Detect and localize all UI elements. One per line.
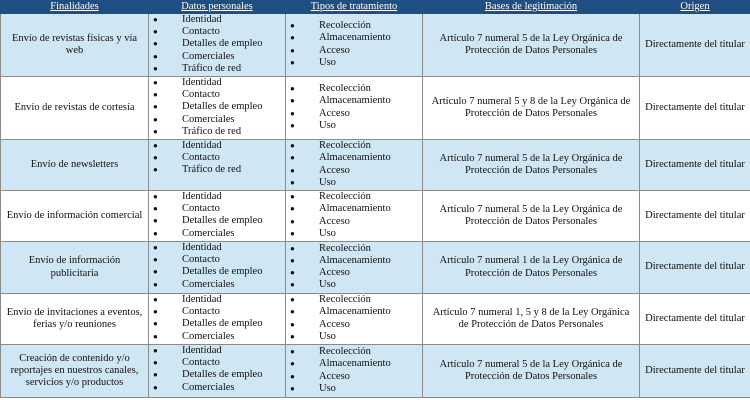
- bullet-icon: ●: [290, 228, 295, 238]
- datos-list-item: [149, 77, 285, 89]
- bullet-icon: ●: [290, 21, 295, 31]
- header-origen: Origen: [640, 1, 750, 14]
- origen-cell: Directamente del titular: [640, 242, 750, 294]
- tipos-list-item: [286, 255, 422, 267]
- bullet-icon: ●: [290, 120, 295, 130]
- tipos-item-label: Almacenamiento: [319, 358, 391, 370]
- tipos-item-label: Acceso: [319, 267, 350, 278]
- tipos-item-label: Uso: [319, 119, 336, 131]
- finalidad-cell: Envío de newsletters: [1, 140, 149, 191]
- bullet-icon: ●: [153, 204, 158, 214]
- header-row: [1, 1, 750, 14]
- tipos-item-label: Recolección: [319, 346, 371, 358]
- bullet-icon: ●: [290, 280, 295, 290]
- bullet-icon: ●: [153, 319, 158, 329]
- origen-cell: Directamente del titular: [640, 14, 750, 77]
- tipos-item-label: Recolección: [319, 140, 371, 152]
- tipos-item-label: Acceso: [319, 164, 350, 176]
- origen-cell: Directamente del titular: [640, 191, 750, 242]
- tipos-item-label: Acceso: [319, 318, 350, 330]
- datos-personales-cell: [149, 345, 286, 398]
- bullet-icon: ●: [290, 192, 295, 202]
- datos-item-label: Contacto: [182, 152, 220, 164]
- bullet-icon: ●: [153, 114, 158, 124]
- bullet-icon: ●: [290, 96, 295, 106]
- datos-personales-cell: [149, 242, 286, 294]
- bullet-icon: ●: [290, 243, 295, 253]
- datos-list-item: [149, 89, 285, 101]
- bullet-icon: ●: [290, 295, 295, 305]
- tipos-list: [286, 14, 422, 69]
- bullet-icon: ●: [290, 359, 295, 369]
- datos-personales-cell: [149, 294, 286, 345]
- datos-list-item: [149, 331, 285, 343]
- bullet-icon: ●: [290, 307, 295, 317]
- tipos-list-item: [286, 203, 422, 215]
- datos-personales-cell: [149, 14, 286, 77]
- bullet-icon: ●: [290, 45, 295, 55]
- datos-list-item: [149, 63, 285, 75]
- table-row: [1, 77, 750, 140]
- tipos-list: [286, 77, 422, 132]
- bullet-icon: ●: [153, 165, 158, 175]
- tipos-list-item: [286, 165, 422, 177]
- bullet-icon: ●: [153, 39, 158, 49]
- datos-list-item: [149, 294, 285, 306]
- bullet-icon: ●: [153, 90, 158, 100]
- bullet-icon: ●: [290, 347, 295, 357]
- bullet-icon: ●: [153, 382, 158, 392]
- datos-personales-cell: [149, 191, 286, 242]
- datos-list-item: [149, 306, 285, 318]
- bullet-icon: ●: [290, 84, 295, 94]
- bullet-icon: ●: [290, 383, 295, 393]
- tipos-list-item: [286, 228, 422, 240]
- tipos-list-item: [286, 120, 422, 132]
- bullet-icon: ●: [290, 371, 295, 381]
- datos-item-label: Identidad: [182, 140, 222, 151]
- tipos-tratamiento-cell: [286, 242, 423, 294]
- bullet-icon: ●: [153, 358, 158, 368]
- datos-personales-cell: [149, 140, 286, 191]
- bullet-icon: ●: [290, 165, 295, 175]
- datos-list: [149, 191, 285, 240]
- datos-item-label: Contacto: [182, 26, 220, 38]
- bullet-icon: ●: [153, 27, 158, 37]
- table-row: [1, 140, 750, 191]
- bullet-icon: ●: [153, 63, 158, 73]
- datos-list-item: [149, 254, 285, 266]
- datos-item-label: Identidad: [182, 191, 222, 202]
- tipos-item-label: Almacenamiento: [319, 254, 391, 266]
- bullet-icon: ●: [153, 126, 158, 136]
- tipos-item-label: Almacenamiento: [319, 95, 391, 107]
- bullet-icon: ●: [153, 51, 158, 61]
- datos-item-label: Tráfico de red: [182, 164, 242, 176]
- datos-list-item: [149, 38, 285, 50]
- datos-item-label: Identidad: [182, 14, 222, 25]
- bullet-icon: ●: [153, 346, 158, 355]
- datos-item-label: Tráfico de red: [182, 62, 242, 74]
- base-legitimacion-cell: Artículo 7 numeral 1, 5 y 8 de la Ley Orgánica de Protección de Datos Personales: [423, 294, 640, 345]
- finalidad-cell: Envío de información publicitaria: [1, 242, 149, 294]
- tipos-list: [286, 294, 422, 343]
- tipos-item-label: Acceso: [319, 44, 350, 56]
- tipos-item-label: Uso: [319, 279, 336, 291]
- tipos-list-item: [286, 32, 422, 44]
- datos-list-item: [149, 266, 285, 278]
- datos-list-item: [149, 126, 285, 138]
- datos-item-label: Detalles de empleo: [182, 266, 263, 278]
- finalidad-cell: Envío de revistas de cortesía: [1, 77, 149, 140]
- tipos-item-label: Uso: [319, 382, 336, 394]
- datos-item-label: Comerciales: [182, 227, 235, 239]
- origen-cell: Directamente del titular: [640, 77, 750, 140]
- tipos-item-label: Recolección: [319, 242, 371, 254]
- bullet-icon: ●: [290, 255, 295, 265]
- tipos-list-item: [286, 371, 422, 383]
- tipos-item-label: Recolección: [319, 20, 371, 32]
- tipos-list-item: [286, 191, 422, 203]
- datos-list-item: [149, 114, 285, 126]
- bullet-icon: ●: [290, 331, 295, 341]
- bullet-icon: ●: [153, 15, 158, 24]
- tipos-list-item: [286, 294, 422, 306]
- bullet-icon: ●: [153, 370, 158, 380]
- datos-item-label: Detalles de empleo: [182, 38, 263, 50]
- tipos-item-label: Uso: [319, 56, 336, 68]
- tipos-item-label: Recolección: [319, 294, 371, 306]
- bullet-icon: ●: [153, 216, 158, 226]
- tipos-list: [286, 191, 422, 240]
- tipos-list-item: [286, 45, 422, 57]
- datos-list-item: [149, 318, 285, 330]
- datos-item-label: Identidad: [182, 345, 222, 356]
- table-row: [1, 14, 750, 77]
- tipos-item-label: Recolección: [319, 83, 371, 95]
- datos-item-label: Detalles de empleo: [182, 101, 263, 113]
- tipos-list-item: [286, 306, 422, 318]
- tipos-list-item: [286, 331, 422, 343]
- tipos-item-label: Uso: [319, 227, 336, 239]
- finalidad-cell: Envío de información comercial: [1, 191, 149, 242]
- tipos-list-item: [286, 83, 422, 95]
- datos-list: [149, 14, 285, 75]
- datos-list-item: [149, 357, 285, 369]
- origen-cell: Directamente del titular: [640, 345, 750, 398]
- base-legitimacion-cell: Artículo 7 numeral 5 de la Ley Orgánica de Protección de Datos Personales: [423, 191, 640, 242]
- datos-list-item: [149, 345, 285, 357]
- bullet-icon: ●: [153, 331, 158, 341]
- bullet-icon: ●: [153, 243, 158, 252]
- datos-item-label: Detalles de empleo: [182, 369, 263, 381]
- tipos-tratamiento-cell: [286, 191, 423, 242]
- datos-item-label: Comerciales: [182, 381, 235, 393]
- tipos-list-item: [286, 383, 422, 395]
- tipos-list-item: [286, 57, 422, 69]
- datos-list-item: [149, 152, 285, 164]
- tipos-list-item: [286, 108, 422, 120]
- tipos-list: [286, 345, 422, 395]
- tipos-tratamiento-cell: [286, 77, 423, 140]
- tipos-item-label: Uso: [319, 330, 336, 342]
- datos-list: [149, 345, 285, 394]
- datos-item-label: Comerciales: [182, 50, 235, 62]
- datos-list-item: [149, 369, 285, 381]
- bullet-icon: ●: [153, 279, 158, 289]
- tipos-item-label: Recolección: [319, 191, 371, 203]
- bullet-icon: ●: [153, 153, 158, 163]
- datos-list-item: [149, 26, 285, 38]
- tipos-list-item: [286, 243, 422, 255]
- datos-item-label: Detalles de empleo: [182, 215, 263, 227]
- tipos-item-label: Acceso: [319, 107, 350, 119]
- datos-list-item: [149, 242, 285, 254]
- datos-list-item: [149, 191, 285, 203]
- bullet-icon: ●: [153, 102, 158, 112]
- tipos-list-item: [286, 346, 422, 358]
- finalidad-cell: Envío de revistas físicas y vía web: [1, 14, 149, 77]
- datos-personales-cell: [149, 77, 286, 140]
- bullet-icon: ●: [290, 204, 295, 214]
- bullet-icon: ●: [290, 216, 295, 226]
- tipos-tratamiento-cell: [286, 345, 423, 398]
- tipos-list-item: [286, 279, 422, 291]
- datos-list-item: [149, 140, 285, 152]
- bullet-icon: ●: [290, 268, 295, 277]
- datos-list: [149, 294, 285, 343]
- table-row: [1, 191, 750, 242]
- base-legitimacion-cell: Artículo 7 numeral 5 de la Ley Orgánica de Protección de Datos Personales: [423, 140, 640, 191]
- bullet-icon: ●: [290, 319, 295, 329]
- bullet-icon: ●: [290, 141, 295, 151]
- datos-list-item: [149, 101, 285, 113]
- table-row: [1, 345, 750, 398]
- tipos-item-label: Almacenamiento: [319, 306, 391, 318]
- datos-list-item: [149, 215, 285, 227]
- bullet-icon: ●: [153, 192, 158, 201]
- bullet-icon: ●: [153, 307, 158, 317]
- bullet-icon: ●: [153, 267, 158, 277]
- tipos-list-item: [286, 216, 422, 228]
- bullet-icon: ●: [290, 33, 295, 43]
- datos-list: [149, 242, 285, 291]
- datos-list-item: [149, 382, 285, 394]
- bullet-icon: ●: [290, 57, 295, 67]
- tipos-list-item: [286, 140, 422, 152]
- tipos-list-item: [286, 358, 422, 370]
- datos-list: [149, 77, 285, 138]
- tipos-tratamiento-cell: [286, 294, 423, 345]
- tipos-tratamiento-cell: [286, 14, 423, 77]
- header-finalidades: Finalidades: [1, 1, 149, 14]
- tipos-list-item: [286, 20, 422, 32]
- tipos-item-label: Acceso: [319, 370, 350, 382]
- origen-cell: Directamente del titular: [640, 294, 750, 345]
- bullet-icon: ●: [153, 295, 158, 304]
- datos-item-label: Tráfico de red: [182, 125, 242, 137]
- tipos-list-item: [286, 319, 422, 331]
- tipos-item-label: Almacenamiento: [319, 203, 391, 215]
- datos-item-label: Identidad: [182, 294, 222, 305]
- tipos-item-label: Uso: [319, 176, 336, 188]
- tipos-list-item: [286, 177, 422, 189]
- header-bases-legitimacion: Bases de legitimación: [423, 1, 640, 14]
- datos-list-item: [149, 14, 285, 26]
- datos-item-label: Comerciales: [182, 113, 235, 125]
- bullet-icon: ●: [290, 177, 295, 187]
- table-row: [1, 294, 750, 345]
- bullet-icon: ●: [153, 228, 158, 238]
- base-legitimacion-cell: Artículo 7 numeral 5 de la Ley Orgánica de Protección de Datos Personales: [423, 345, 640, 398]
- header-datos-personales: Datos personales: [149, 1, 286, 14]
- bullet-icon: ●: [153, 141, 158, 150]
- datos-list-item: [149, 203, 285, 215]
- datos-item-label: Detalles de empleo: [182, 318, 263, 330]
- base-legitimacion-cell: Artículo 7 numeral 1 de la Ley Orgánica de Protección de Datos Personales: [423, 242, 640, 294]
- tipos-list: [286, 242, 422, 291]
- bullet-icon: ●: [153, 255, 158, 265]
- datos-list-item: [149, 279, 285, 291]
- tipos-list-item: [286, 267, 422, 279]
- datos-item-label: Contacto: [182, 89, 220, 101]
- datos-list: [149, 140, 285, 177]
- datos-item-label: Contacto: [182, 306, 220, 318]
- datos-item-label: Contacto: [182, 357, 220, 369]
- tipos-item-label: Acceso: [319, 215, 350, 227]
- tipos-item-label: Almacenamiento: [319, 152, 391, 164]
- datos-item-label: Identidad: [182, 242, 222, 253]
- finalidad-cell: Envío de invitaciones a eventos, ferias y/o reuniones: [1, 294, 149, 345]
- bullet-icon: ●: [290, 108, 295, 118]
- table-row: [1, 242, 750, 294]
- datos-item-label: Contacto: [182, 254, 220, 266]
- tipos-item-label: Almacenamiento: [319, 32, 391, 44]
- datos-list-item: [149, 228, 285, 240]
- tipos-tratamiento-cell: [286, 140, 423, 191]
- tipos-list-item: [286, 95, 422, 107]
- header-tipos-tratamiento: Tipos de tratamiento: [286, 1, 423, 14]
- datos-list-item: [149, 164, 285, 176]
- tipos-list: [286, 140, 422, 189]
- origen-cell: Directamente del titular: [640, 140, 750, 191]
- datos-item-label: Contacto: [182, 203, 220, 215]
- bullet-icon: ●: [290, 153, 295, 163]
- base-legitimacion-cell: Artículo 7 numeral 5 y 8 de la Ley Orgánica de Protección de Datos Personales: [423, 77, 640, 140]
- finalidad-cell: Creación de contenido y/o reportajes en nuestros canales, servicios y/o productos: [1, 345, 149, 398]
- base-legitimacion-cell: Artículo 7 numeral 5 de la Ley Orgánica de Protección de Datos Personales: [423, 14, 640, 77]
- tipos-list-item: [286, 152, 422, 164]
- bullet-icon: ●: [153, 78, 158, 87]
- datos-item-label: Comerciales: [182, 330, 235, 342]
- datos-item-label: Comerciales: [182, 278, 235, 290]
- datos-list-item: [149, 51, 285, 63]
- datos-item-label: Identidad: [182, 77, 222, 88]
